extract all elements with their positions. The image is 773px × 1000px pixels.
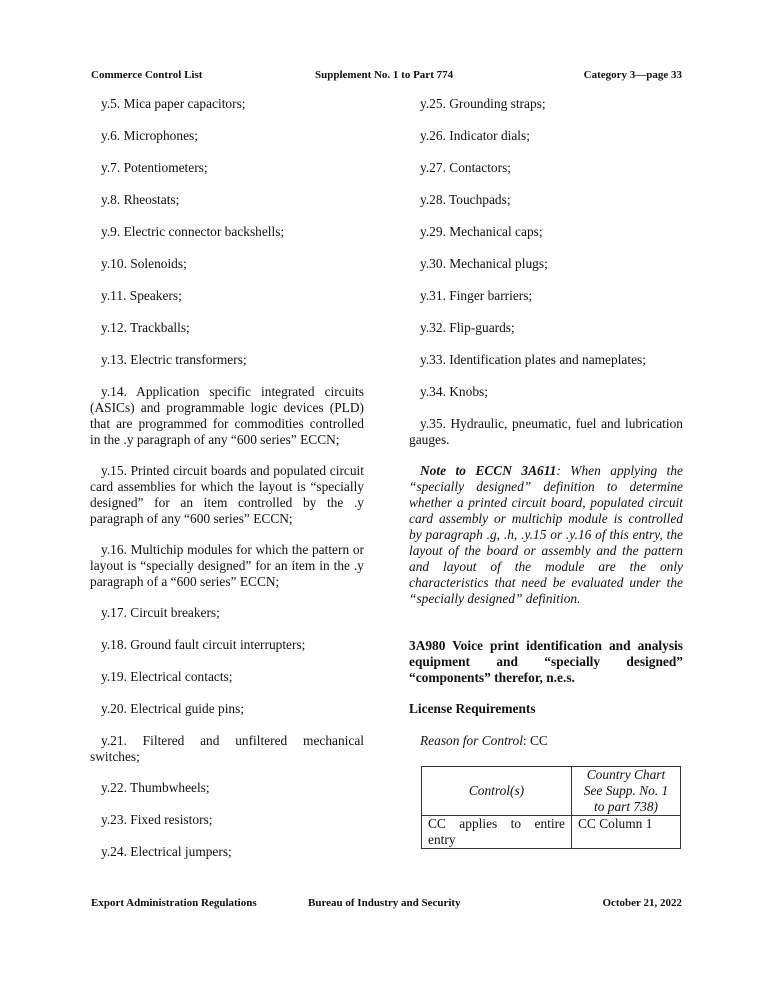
list-item: y.17. Circuit breakers; [101, 605, 220, 620]
eccn-note [409, 463, 683, 607]
list-item: y.10. Solenoids; [101, 256, 187, 271]
header-supplement: Supplement No. 1 to Part 774 [315, 69, 454, 81]
reason-value: : CC [522, 733, 548, 748]
list-item: y.31. Finger barriers; [420, 288, 533, 303]
list-item: y.23. Fixed resistors; [101, 812, 213, 827]
table-header-country-chart: Country Chart See Supp. No. 1 to part 738) [572, 767, 681, 816]
control-table [421, 766, 681, 849]
reason-label: Reason for Control [420, 733, 523, 748]
list-item: y.16. Multichip modules for which the pattern or layout is “specially designed” for an item in the .y paragraph of a “600 series” ECCN; [90, 542, 364, 589]
list-item: y.24. Electrical jumpers; [101, 844, 232, 859]
list-item: y.34. Knobs; [420, 384, 488, 399]
header-title: Commerce Control List [91, 69, 203, 81]
list-item: y.13. Electric transformers; [101, 352, 247, 367]
list-item: y.33. Identification plates and nameplates; [420, 352, 646, 367]
footer-regulations: Export Administration Regulations [91, 897, 257, 909]
list-item: y.18. Ground fault circuit interrupters; [101, 637, 306, 652]
table-cell: CC applies to entire entry [422, 816, 572, 849]
list-item: y.30. Mechanical plugs; [420, 256, 548, 271]
list-item: y.11. Speakers; [101, 288, 182, 303]
note-text: : When applying the “specially designed” definition to determine whether a printed circuit board, populated circuit card assembly or multichip module is controlled by paragraph .g, .h, .y.15 or .y.16 of this entry, the layout of the board or assembly and the pattern and layout of the module are the only characteristics that need be evaluated under the “specially designed” definition. [409, 463, 683, 606]
list-item: y.19. Electrical contacts; [101, 669, 233, 684]
list-item: y.28. Touchpads; [420, 192, 511, 207]
footer-bureau: Bureau of Industry and Security [308, 897, 461, 909]
list-item: y.26. Indicator dials; [420, 128, 530, 143]
list-item: y.20. Electrical guide pins; [101, 701, 245, 716]
note-label: Note to ECCN 3A611 [420, 463, 557, 478]
list-item: y.29. Mechanical caps; [420, 224, 543, 239]
list-item: y.14. Application specific integrated circuits (ASICs) and programmable logic devices (PLD) that are programmed for commodities controlled in the .y paragraph of any “600 series” ECCN; [90, 384, 364, 447]
reason-for-control [409, 733, 683, 749]
list-item: y.27. Contactors; [420, 160, 511, 175]
list-item: y.25. Grounding straps; [420, 96, 546, 111]
eccn-3a980-title: 3A980 Voice print identification and analysis equipment and “specially designed” “components” therefor, n.e.s. [409, 638, 683, 685]
list-item: y.8. Rheostats; [101, 192, 180, 207]
footer-date: October 21, 2022 [602, 897, 682, 909]
list-item: y.9. Electric connector backshells; [101, 224, 285, 239]
list-item: y.6. Microphones; [101, 128, 198, 143]
list-item: y.21. Filtered and unfiltered mechanical switches; [90, 733, 364, 764]
list-item: y.5. Mica paper capacitors; [101, 96, 246, 111]
table-row [422, 816, 681, 849]
table-cell: CC Column 1 [572, 816, 681, 849]
list-item: y.32. Flip-guards; [420, 320, 515, 335]
license-requirements-heading: License Requirements [409, 701, 536, 716]
list-item: y.12. Trackballs; [101, 320, 190, 335]
table-header-row [422, 767, 681, 816]
list-item: y.22. Thumbwheels; [101, 780, 210, 795]
list-item: y.15. Printed circuit boards and populated circuit card assemblies for which the layout is “specially designed” for an item controlled by the .y paragraph of any “600 series” ECCN; [90, 463, 364, 526]
table-header-controls: Control(s) [422, 767, 572, 816]
header-page-number: Category 3—page 33 [583, 69, 682, 81]
list-item: y.7. Potentiometers; [101, 160, 208, 175]
list-item: y.35. Hydraulic, pneumatic, fuel and lubrication gauges. [409, 416, 683, 447]
